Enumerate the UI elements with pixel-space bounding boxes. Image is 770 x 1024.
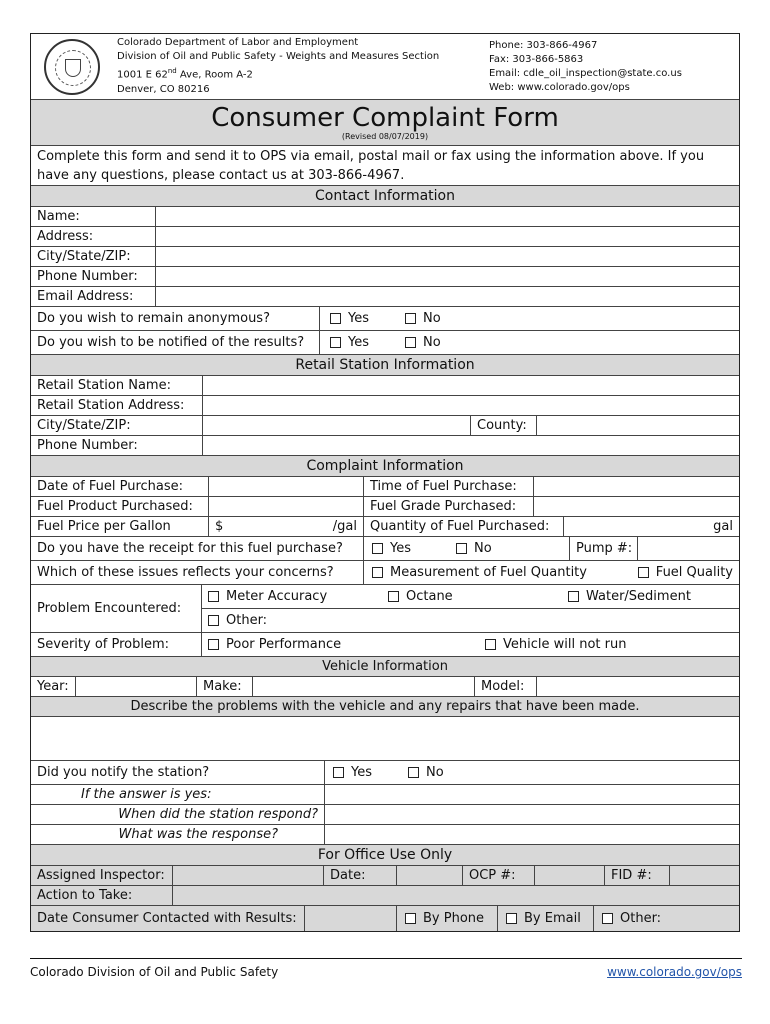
station-name-row — [31, 376, 739, 396]
anonymous-yes-checkbox[interactable] — [330, 313, 341, 324]
problem-row: Problem Encountered: Meter Accuracy Octane Water/Sediment Other: — [31, 585, 739, 633]
action-row — [31, 886, 739, 906]
revised-date: (Revised 08/07/2019) — [341, 132, 429, 141]
issues-row: Which of these issues reflects your concerns? Measurement of Fuel Quantity Fuel Quality — [31, 561, 739, 585]
problem-label: Problem Encountered: — [37, 601, 182, 616]
seal-cell — [31, 34, 113, 99]
purchase-date-field[interactable] — [208, 477, 363, 496]
quantity-field[interactable]: gal — [563, 517, 739, 536]
footer-link[interactable]: www.colorado.gov/ops — [607, 965, 742, 979]
state-seal-icon — [44, 39, 100, 95]
by-phone-checkbox[interactable] — [405, 913, 416, 924]
quantity-label: Quantity of Fuel Purchased: — [363, 517, 563, 536]
office-date-label: Date: — [323, 866, 396, 885]
make-field[interactable] — [252, 677, 474, 696]
not-run-checkbox[interactable] — [485, 639, 496, 650]
vehicle-row — [31, 677, 739, 697]
complaint-heading: Complaint Information — [306, 458, 464, 474]
agency-phone: Phone: 303-866-4967 — [489, 39, 598, 51]
anonymous-label: Do you wish to remain anonymous? — [37, 311, 270, 326]
agency-division: Division of Oil and Public Safety - Weights and Measures Section — [117, 51, 440, 63]
receipt-row: Do you have the receipt for this fuel purchase? Yes No Pump #: — [31, 537, 739, 561]
retail-heading: Retail Station Information — [295, 357, 475, 373]
make-label: Make: — [196, 677, 252, 696]
action-label: Action to Take: — [37, 888, 133, 903]
response-field[interactable] — [324, 825, 739, 844]
station-phone-row — [31, 436, 739, 456]
if-yes-row — [31, 785, 739, 805]
footer-division: Colorado Division of Oil and Public Safety — [30, 965, 279, 979]
office-heading: For Office Use Only — [317, 847, 453, 863]
model-label: Model: — [474, 677, 536, 696]
agency-header — [31, 34, 739, 100]
octane-checkbox[interactable] — [388, 591, 399, 602]
if-yes-label: If the answer is yes: — [81, 787, 212, 802]
price-row — [31, 517, 739, 537]
station-address-field[interactable] — [202, 396, 739, 415]
water-sediment-checkbox[interactable] — [568, 591, 579, 602]
email-row — [31, 287, 739, 307]
purchase-date-label: Date of Fuel Purchase: — [37, 479, 184, 494]
name-field[interactable] — [155, 207, 739, 226]
purchase-date-row — [31, 477, 739, 497]
intro-text: Complete this form and send it to OPS via email, postal mail or fax using the information above. If you have any questions, please contact us at 303-866-4967. — [37, 148, 705, 183]
issues-label: Which of these issues reflects your concerns? — [37, 565, 334, 580]
grade-label: Fuel Grade Purchased: — [363, 497, 533, 516]
price-field[interactable]: $ /gal — [208, 517, 363, 536]
fid-field[interactable] — [669, 866, 739, 885]
product-field[interactable] — [208, 497, 363, 516]
action-field[interactable] — [172, 886, 739, 905]
station-city-field[interactable] — [202, 416, 470, 435]
station-city-label: City/State/ZIP: — [37, 418, 131, 433]
phone-field[interactable] — [155, 267, 739, 286]
anonymous-row: Do you wish to remain anonymous? Yes No — [31, 307, 739, 331]
city-row — [31, 247, 739, 267]
receipt-yes-checkbox[interactable] — [372, 543, 383, 554]
agency-fax: Fax: 303-866-5863 — [489, 53, 584, 65]
notified-label: Do you wish to be notified of the results? — [37, 335, 305, 350]
inspector-row — [31, 866, 739, 886]
notified-yes-checkbox[interactable] — [330, 337, 341, 348]
grade-field[interactable] — [533, 497, 739, 516]
ocp-label: OCP #: — [462, 866, 534, 885]
notify-label: Did you notify the station? — [37, 765, 210, 780]
price-label: Fuel Price per Gallon — [37, 519, 171, 534]
notify-no-checkbox[interactable] — [408, 767, 419, 778]
poor-performance-checkbox[interactable] — [208, 639, 219, 650]
notified-row: Do you wish to be notified of the results? Yes No — [31, 331, 739, 355]
when-field[interactable] — [324, 805, 739, 824]
receipt-no-checkbox[interactable] — [456, 543, 467, 554]
model-field[interactable] — [536, 677, 739, 696]
response-row — [31, 825, 739, 845]
page-footer — [30, 958, 742, 979]
agency-web: Web: www.colorado.gov/ops — [489, 81, 630, 93]
meter-accuracy-checkbox[interactable] — [208, 591, 219, 602]
county-field[interactable] — [536, 416, 739, 435]
office-date-field[interactable] — [396, 866, 462, 885]
when-label: When did the station respond? — [118, 807, 318, 822]
notified-no-checkbox[interactable] — [405, 337, 416, 348]
inspector-field[interactable] — [172, 866, 323, 885]
address-row — [31, 227, 739, 247]
response-label: What was the response? — [118, 827, 278, 842]
contacted-date-field[interactable] — [304, 906, 396, 931]
complaint-form — [30, 33, 740, 932]
city-label: City/State/ZIP: — [37, 249, 131, 264]
contacted-row: Date Consumer Contacted with Results: By Phone By Email Other: — [31, 906, 739, 931]
product-row — [31, 497, 739, 517]
phone-label: Phone Number: — [37, 269, 138, 284]
quality-checkbox[interactable] — [638, 567, 649, 578]
vehicle-heading: Vehicle Information — [322, 659, 448, 674]
purchase-time-label: Time of Fuel Purchase: — [363, 477, 533, 496]
anonymous-no-checkbox[interactable] — [405, 313, 416, 324]
address-field[interactable] — [155, 227, 739, 246]
station-address-label: Retail Station Address: — [37, 398, 185, 413]
receipt-label: Do you have the receipt for this fuel purchase? — [37, 541, 343, 556]
contacted-label: Date Consumer Contacted with Results: — [37, 911, 297, 926]
title-bar — [31, 100, 739, 146]
purchase-time-field[interactable] — [533, 477, 739, 496]
pump-field[interactable] — [637, 537, 739, 560]
intro-row — [31, 146, 739, 186]
pump-label: Pump #: — [569, 537, 637, 560]
agency-city: Denver, CO 80216 — [117, 83, 210, 95]
station-city-row — [31, 416, 739, 436]
station-name-label: Retail Station Name: — [37, 378, 171, 393]
other-contact-checkbox[interactable] — [602, 913, 613, 924]
when-row — [31, 805, 739, 825]
inspector-label: Assigned Inspector: — [37, 868, 165, 883]
station-address-row — [31, 396, 739, 416]
other-problem-checkbox[interactable] — [208, 615, 219, 626]
agency-name: Colorado Department of Labor and Employment — [117, 37, 359, 49]
name-label: Name: — [37, 209, 80, 224]
agency-email: Email: cdle_oil_inspection@state.co.us — [489, 67, 682, 79]
severity-label: Severity of Problem: — [37, 637, 170, 652]
severity-row: Severity of Problem: Poor Performance Vehicle will not run — [31, 633, 739, 657]
year-label: Year: — [37, 679, 69, 694]
station-phone-label: Phone Number: — [37, 438, 138, 453]
county-label: County: — [470, 416, 536, 435]
describe-heading: Describe the problems with the vehicle and any repairs that have been made. — [130, 699, 640, 714]
phone-row — [31, 267, 739, 287]
notify-row: Did you notify the station? Yes No — [31, 761, 739, 785]
ocp-field[interactable] — [534, 866, 604, 885]
name-row — [31, 207, 739, 227]
year-field[interactable] — [75, 677, 196, 696]
address-label: Address: — [37, 229, 94, 244]
station-phone-field[interactable] — [202, 436, 739, 455]
fid-label: FID #: — [604, 866, 669, 885]
agency-address: 1001 E 62nd Ave, Room A-2 — [117, 67, 253, 81]
email-label: Email Address: — [37, 289, 134, 304]
measurement-checkbox[interactable] — [372, 567, 383, 578]
email-field[interactable] — [155, 287, 739, 306]
describe-field[interactable] — [31, 717, 739, 761]
by-email-checkbox[interactable] — [506, 913, 517, 924]
contact-heading: Contact Information — [315, 188, 455, 204]
station-name-field[interactable] — [202, 376, 739, 395]
product-label: Fuel Product Purchased: — [37, 499, 193, 514]
page-title: Consumer Complaint Form — [211, 103, 559, 133]
city-field[interactable] — [155, 247, 739, 266]
notify-yes-checkbox[interactable] — [333, 767, 344, 778]
